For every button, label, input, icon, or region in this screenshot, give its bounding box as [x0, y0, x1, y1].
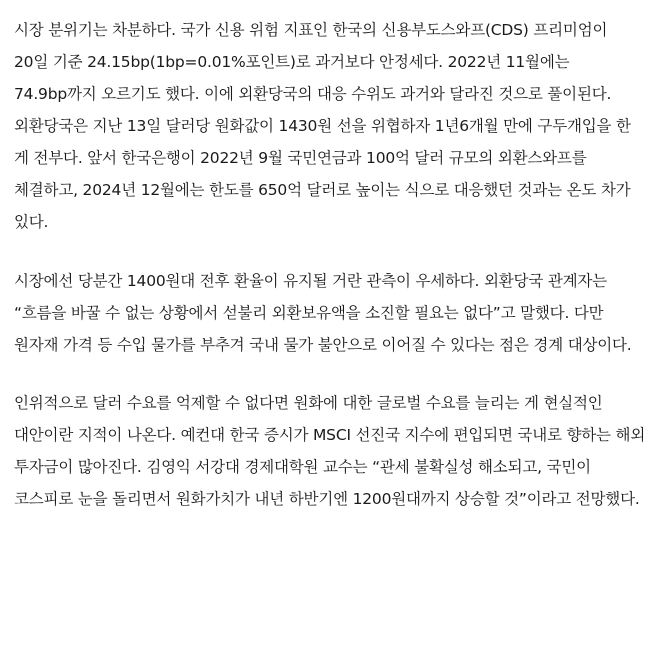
article-paragraph-3: 인위적으로 달러 수요를 억제할 수 없다면 원화에 대한 글로벌 수요를 늘리는 게 현실적인 대안이란 지적이 나온다. 예컨대 한국 증시가 MSCI 선진국 지수에 편입되면 국내로 향하는 해외 투자금이 많아진다. 김영익 서강대 경제대학원 교수는 “관세 불확실성 해소되고, 국민이 코스피로 눈을 돌리면서 원화가치가 내년 하반기엔 1200원대까지 상승할 것”이라고 전망했다.	[14, 393, 646, 509]
article-paragraph-1: 시장 분위기는 차분하다. 국가 신용 위험 지표인 한국의 신용부도스와프(CDS) 프리미엄이 20일 기준 24.15bp(1bp=0.01%포인트)로 과거보다 안정세다. 2022년 11월에는 74.9bp까지 오르기도 했다. 이에 외환당국의 대응 수위도 과거와 달라진 것으로 풀이된다. 외환당국은 지난 13일 달러당 원화값이 1430원 선을 위협하자 1년6개월 만에 구두개입을 한 게 전부다. 앞서 한국은행이 2022년 9월 국민연금과 100억 달러 규모의 외환스와프를 체결하고, 2024년 12월에는 한도를 650억 달러로 높이는 식으로 대응했던 것과는 온도 차가 있다.	[14, 21, 631, 232]
article-paragraph-2: 시장에선 당분간 1400원대 전후 환율이 유지될 거란 관측이 우세하다. 외환당국 관계자는 “흐름을 바꿀 수 없는 상황에서 섣불리 외환보유액을 소진할 필요는 없다”고 말했다. 다만 원자재 가격 등 수입 물가를 부추겨 국내 물가 불안으로 이어질 수 있다는 점은 경계 대상이다.	[14, 271, 632, 354]
